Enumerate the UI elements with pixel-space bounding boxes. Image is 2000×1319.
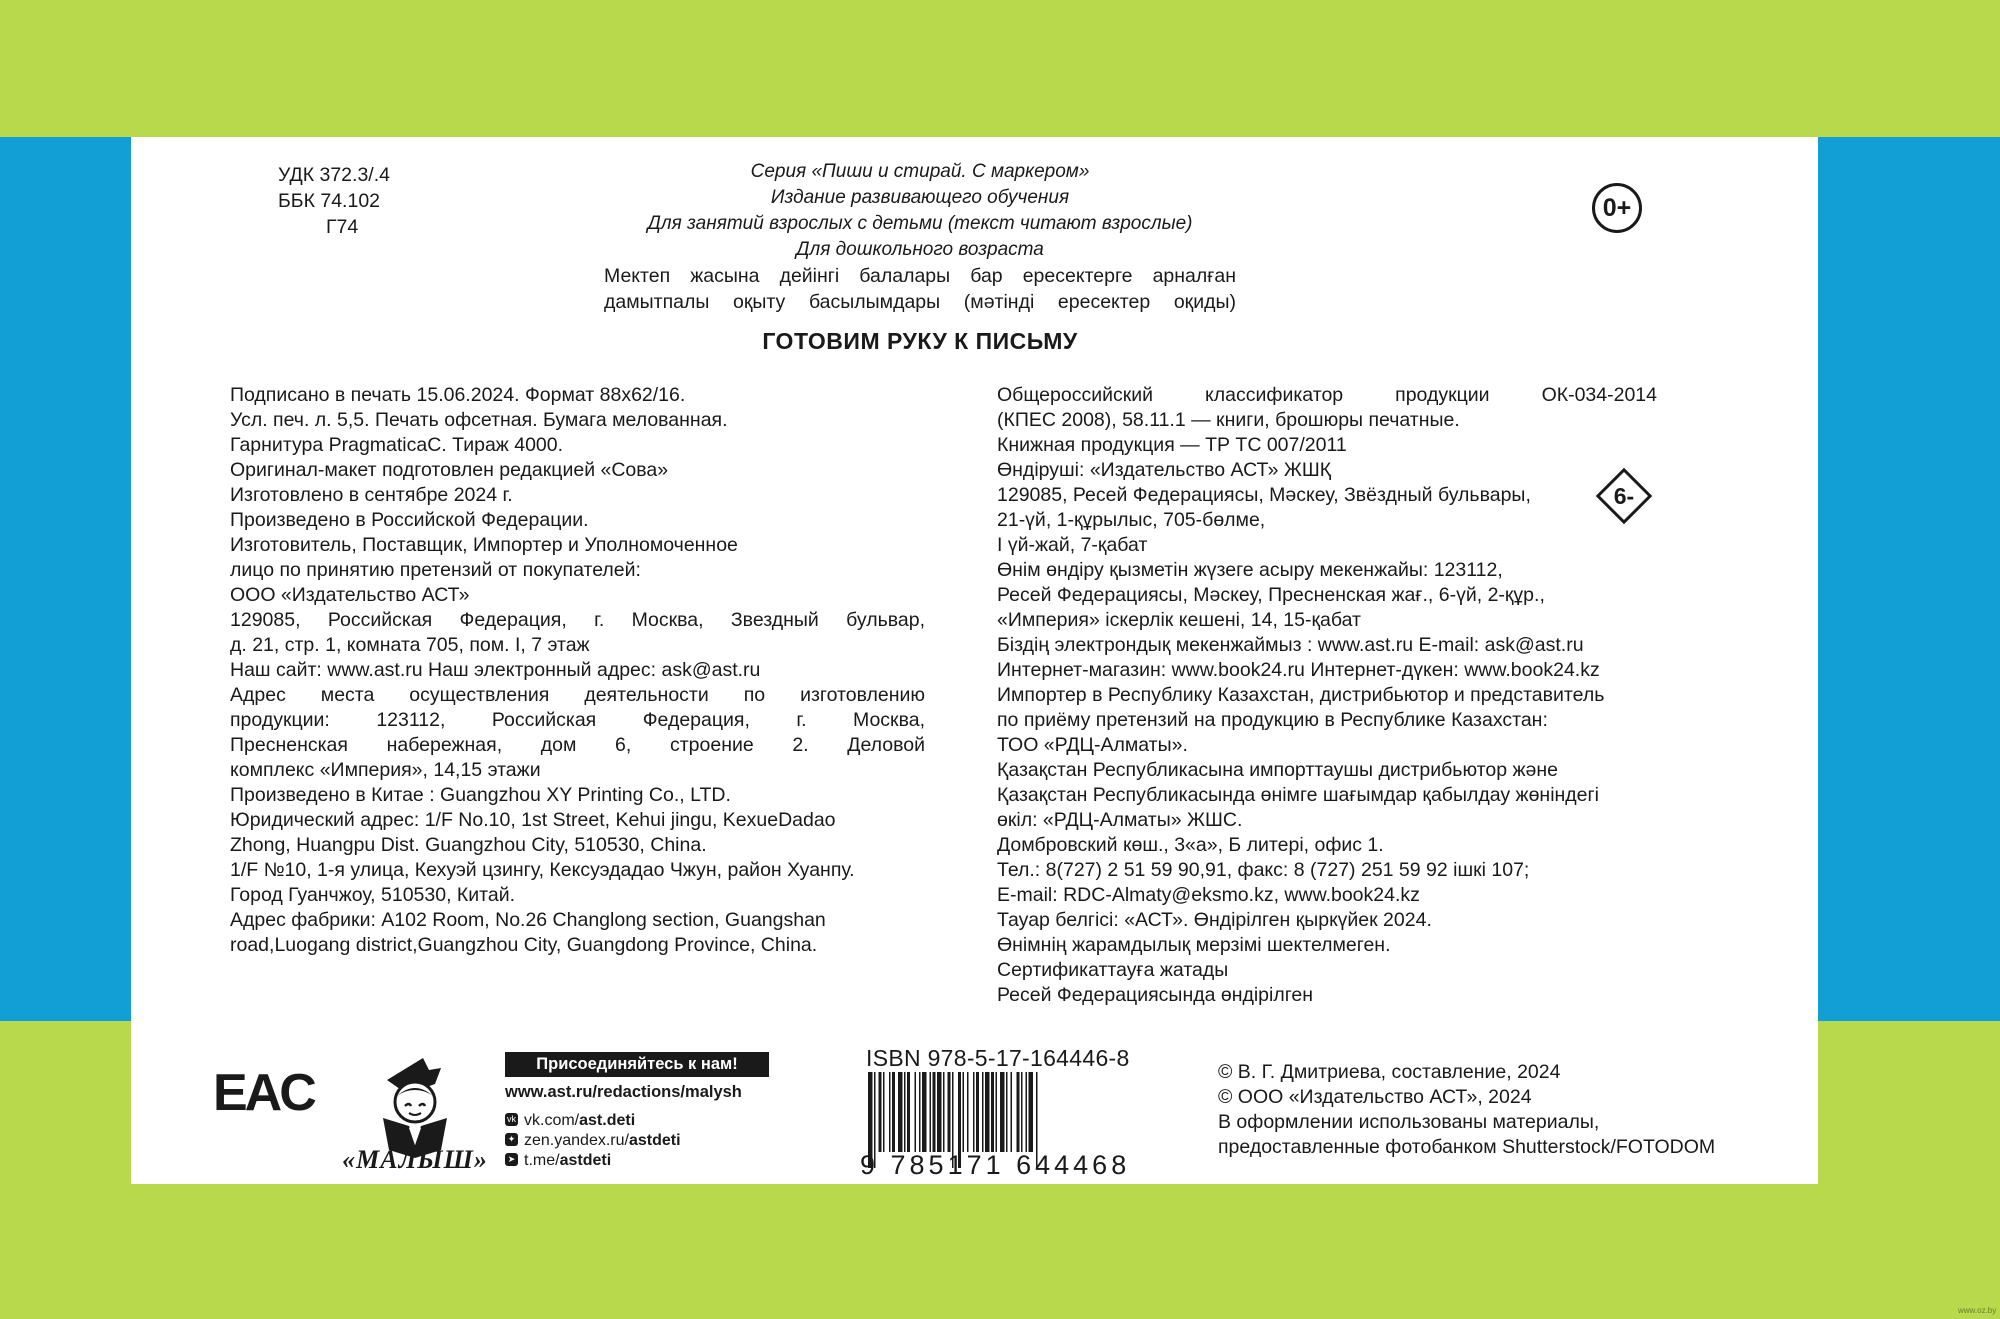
- imprint-line: Домбровский көш., 3«а», Б литері, офис 1.: [997, 834, 1384, 856]
- udk-block: [278, 162, 390, 240]
- barcode-bar: [985, 1072, 990, 1152]
- age-rating-badge: 0+: [1592, 183, 1642, 233]
- copyright-line: предоставленные фотобанком Shutterstock/FOTODOM: [1218, 1136, 1716, 1158]
- imprint-line: E-mail: RDC-Almaty@eksmo.kz, www.book24.kz: [997, 884, 1420, 906]
- imprint-line: ООО «Издательство АСТ»: [230, 584, 470, 606]
- imprint-line: по приёму претензий на продукцию в Республике Казахстан:: [997, 709, 1548, 731]
- imprint-line: road,Luogang district,Guangzhou City, Guangdong Province, China.: [230, 934, 818, 956]
- imprint-line: Сертификаттауға жатады: [997, 959, 1229, 981]
- series-line: Для дошкольного возраста: [796, 239, 1044, 260]
- top-green-band: [0, 0, 2000, 137]
- series-block: [560, 159, 1280, 315]
- bbk-code: ББК 74.102: [278, 190, 381, 212]
- imprint-line: Усл. печ. л. 5,5. Печать офсетная. Бумага мелованная.: [230, 409, 728, 431]
- barcode-bar: [1029, 1072, 1034, 1152]
- barcode-bar: [889, 1072, 891, 1152]
- barcode-bar: [1006, 1072, 1008, 1152]
- imprint-line: Произведено в Российской Федерации.: [230, 509, 589, 531]
- barcode-bar: [967, 1072, 969, 1152]
- imprint-line: өкіл: «РДЦ-Алматы» ЖШС.: [997, 809, 1243, 831]
- imprint-line: Импортер в Республику Казахстан, дистрибьютор и представитель: [997, 684, 1605, 706]
- imprint-line: Қазақстан Республикасына импорттаушы дистрибьютор және: [997, 759, 1558, 781]
- social-handle: ast.deti: [579, 1112, 636, 1129]
- imprint-line: 129085, Российская Федерация, г. Москва, Звездный бульвар,: [230, 609, 925, 631]
- barcode-bar: [933, 1072, 936, 1152]
- imprint-line: 1/F №10, 1-я улица, Кехуэй цзингу, Кексуэдадао Чжун, район Хуанпу.: [230, 859, 855, 881]
- imprint-line: комплекс «Империя», 14,15 этажи: [230, 759, 541, 781]
- age-kz-label: 6-: [1613, 483, 1635, 509]
- social-handle: astdeti: [628, 1132, 681, 1149]
- imprint-line: д. 21, стр. 1, комната 705, пом. I, 7 этаж: [230, 634, 590, 656]
- barcode-bar: [883, 1072, 885, 1152]
- imprint-line: Біздің электрондық мекенжаймыз : www.ast.ru E-mail: ask@ast.ru: [997, 634, 1584, 656]
- imprint-line: Адрес места осуществления деятельности по изготовлению: [230, 684, 925, 706]
- barcode-bar: [919, 1072, 921, 1152]
- barcode-bar: [963, 1072, 965, 1152]
- barcode-bar: [898, 1072, 903, 1152]
- malysh-logo-text: «МАЛЫШ»: [342, 1145, 488, 1174]
- udk-code: УДК 372.3/.4: [278, 164, 390, 186]
- book-title: ГОТОВИМ РУКУ К ПИСЬМУ: [762, 328, 1078, 354]
- barcode-bar: [1017, 1072, 1020, 1152]
- imprint-line: Ресей Федерациясында өндірілген: [997, 984, 1314, 1006]
- imprint-line: Гарнитура PragmaticaC. Тираж 4000.: [230, 434, 564, 456]
- barcode-bar: [948, 1072, 951, 1152]
- imprint-line: (КПЕС 2008), 58.11.1 — книги, брошюры печатные.: [997, 409, 1460, 431]
- imprint-line: Произведено в Китае : Guangzhou XY Printing Co., LTD.: [230, 784, 731, 806]
- author-mark: Г74: [326, 216, 359, 238]
- social-link-vk[interactable]: [505, 1111, 805, 1131]
- barcode-bar: [943, 1072, 945, 1152]
- eac-mark: EAC: [213, 1064, 314, 1122]
- kazakh-line: Мектеп жасына дейінгі балалары бар ересектерге арналған: [604, 265, 1236, 287]
- imprint-line: лицо по принятию претензий от покупателей:: [230, 559, 641, 581]
- barcode-bar: [879, 1072, 882, 1152]
- imprint-line: продукции: 123112, Российская Федерация, г. Москва,: [230, 709, 925, 731]
- imprint-line: Изготовлено в сентябре 2024 г.: [230, 484, 513, 506]
- zen-icon: ✦: [505, 1133, 518, 1146]
- barcode-bar: [937, 1072, 942, 1152]
- social-link-zen[interactable]: [505, 1131, 805, 1151]
- social-prefix: vk.com/: [524, 1112, 580, 1129]
- imprint-line: Книжная продукция — ТР ТС 007/2011: [997, 434, 1347, 456]
- barcode-digits: 9 785171 644468: [860, 1150, 1131, 1180]
- series-line: Издание развивающего обучения: [770, 187, 1070, 208]
- social-prefix: t.me/: [524, 1152, 560, 1169]
- imprint-line: Общероссийский классификатор продукции ОК-034-2014: [997, 384, 1657, 406]
- imprint-right-column: [997, 383, 1657, 1008]
- barcode-bar: [930, 1072, 932, 1152]
- imprint-line: Zhong, Huangpu Dist. Guangzhou City, 510530, China.: [230, 834, 707, 856]
- imprint-line: 21-үй, 1-құрылыс, 705-бөлме,: [997, 509, 1266, 531]
- imprint-line: ТОО «РДЦ-Алматы».: [997, 734, 1188, 756]
- imprint-line: Наш сайт: www.ast.ru Наш электронный адрес: ask@ast.ru: [230, 659, 761, 681]
- isbn-number: ISBN 978-5-17-164446-8: [866, 1045, 1130, 1071]
- barcode-bar: [991, 1072, 994, 1152]
- barcode-bar: [976, 1072, 979, 1152]
- copyright-block: [1218, 1060, 1715, 1160]
- barcode-bar: [1000, 1072, 1005, 1152]
- imprint-line: Өнімнің жарамдылық мерзімі шектелмеген.: [997, 934, 1391, 956]
- vk-icon: vk: [507, 1114, 516, 1125]
- social-link-telegram[interactable]: [505, 1151, 805, 1171]
- copyright-line: В оформлении использованы материалы,: [1218, 1111, 1600, 1133]
- barcode-bar: [892, 1072, 895, 1152]
- imprint-line: Тауар белгісі: «АСТ». Өндірілген қыркүйек 2024.: [997, 909, 1432, 931]
- imprint-line: 129085, Ресей Федерациясы, Мәскеу, Звёздный бульвары,: [997, 484, 1531, 506]
- barcode-bar: [996, 1072, 998, 1152]
- copyright-line: © В. Г. Дмитриева, составление, 2024: [1218, 1061, 1561, 1083]
- imprint-line: Өнім өндіру қызметін жүзеге асыру мекенжайы: 123112,: [997, 559, 1503, 581]
- copyright-line: © ООО «Издательство АСТ», 2024: [1218, 1086, 1532, 1108]
- imprint-line: Город Гуанчжоу, 510530, Китай.: [230, 884, 516, 906]
- imprint-line: Подписано в печать 15.06.2024. Формат 88x62/16.: [230, 384, 686, 406]
- imprint-line: Тел.: 8(727) 2 51 59 90,91, факс: 8 (727) 251 59 92 ішкі 107;: [997, 859, 1530, 881]
- watermark: www.oz.by: [1958, 1306, 1997, 1315]
- barcode-bar: [982, 1072, 984, 1152]
- imprint-line: Юридический адрес: 1/F No.10, 1st Street, Kehui jingu, KexueDadao: [230, 809, 836, 831]
- imprint-line: «Империя» іскерлік кешені, 14, 15-қабат: [997, 609, 1361, 631]
- series-line: Для занятий взрослых с детьми (текст читают взрослые): [647, 213, 1193, 234]
- imprint-line: Пресненская набережная, дом 6, строение 2. Деловой: [230, 734, 925, 756]
- barcode-bar: [1011, 1072, 1013, 1152]
- redaction-url-link[interactable]: www.ast.ru/redactions/malysh: [505, 1083, 742, 1101]
- imprint-line: Өндіруші: «Издательство АСТ» ЖШҚ: [997, 459, 1332, 481]
- imprint-left-column: [230, 383, 925, 958]
- barcode-bar: [907, 1072, 910, 1152]
- kazakh-line: дамытпалы оқыту басылымдары (мәтінді ересектер оқиды): [604, 291, 1236, 313]
- imprint-line: Интернет-магазин: www.book24.ru Интернет-дүкен: www.book24.kz: [997, 659, 1600, 681]
- imprint-line: Оригинал-макет подготовлен редакцией «Сова»: [230, 459, 669, 481]
- barcode-bar: [904, 1072, 906, 1152]
- social-prefix: zen.yandex.ru/: [524, 1132, 629, 1149]
- social-handle: astdeti: [559, 1152, 612, 1169]
- imprint-line: Адрес фабрики: A102 Room, No.26 Changlong section, Guangshan: [230, 909, 826, 931]
- imprint-line: Ресей Федерациясы, Мәскеу, Пресненская жағ., 6-үй, 2-құр.,: [997, 584, 1545, 606]
- imprint-line: Қазақстан Республикасында өнімге шағымдар қабылдау жөніндегі: [997, 784, 1599, 806]
- barcode-bar: [973, 1072, 975, 1152]
- barcode-bar: [1021, 1072, 1023, 1152]
- telegram-icon: ➤: [505, 1153, 518, 1166]
- barcode-bar: [1026, 1072, 1028, 1152]
- series-line: Серия «Пиши и стирай. С маркером»: [750, 161, 1090, 182]
- barcode-bar: [915, 1072, 917, 1152]
- barcode-bar: [922, 1072, 927, 1152]
- imprint-line: I үй-жай, 7-қабат: [997, 534, 1148, 556]
- join-us-banner: Присоединяйтесь к нам!: [505, 1052, 769, 1077]
- imprint-line: Изготовитель, Поставщик, Импортер и Уполномоченное: [230, 534, 738, 556]
